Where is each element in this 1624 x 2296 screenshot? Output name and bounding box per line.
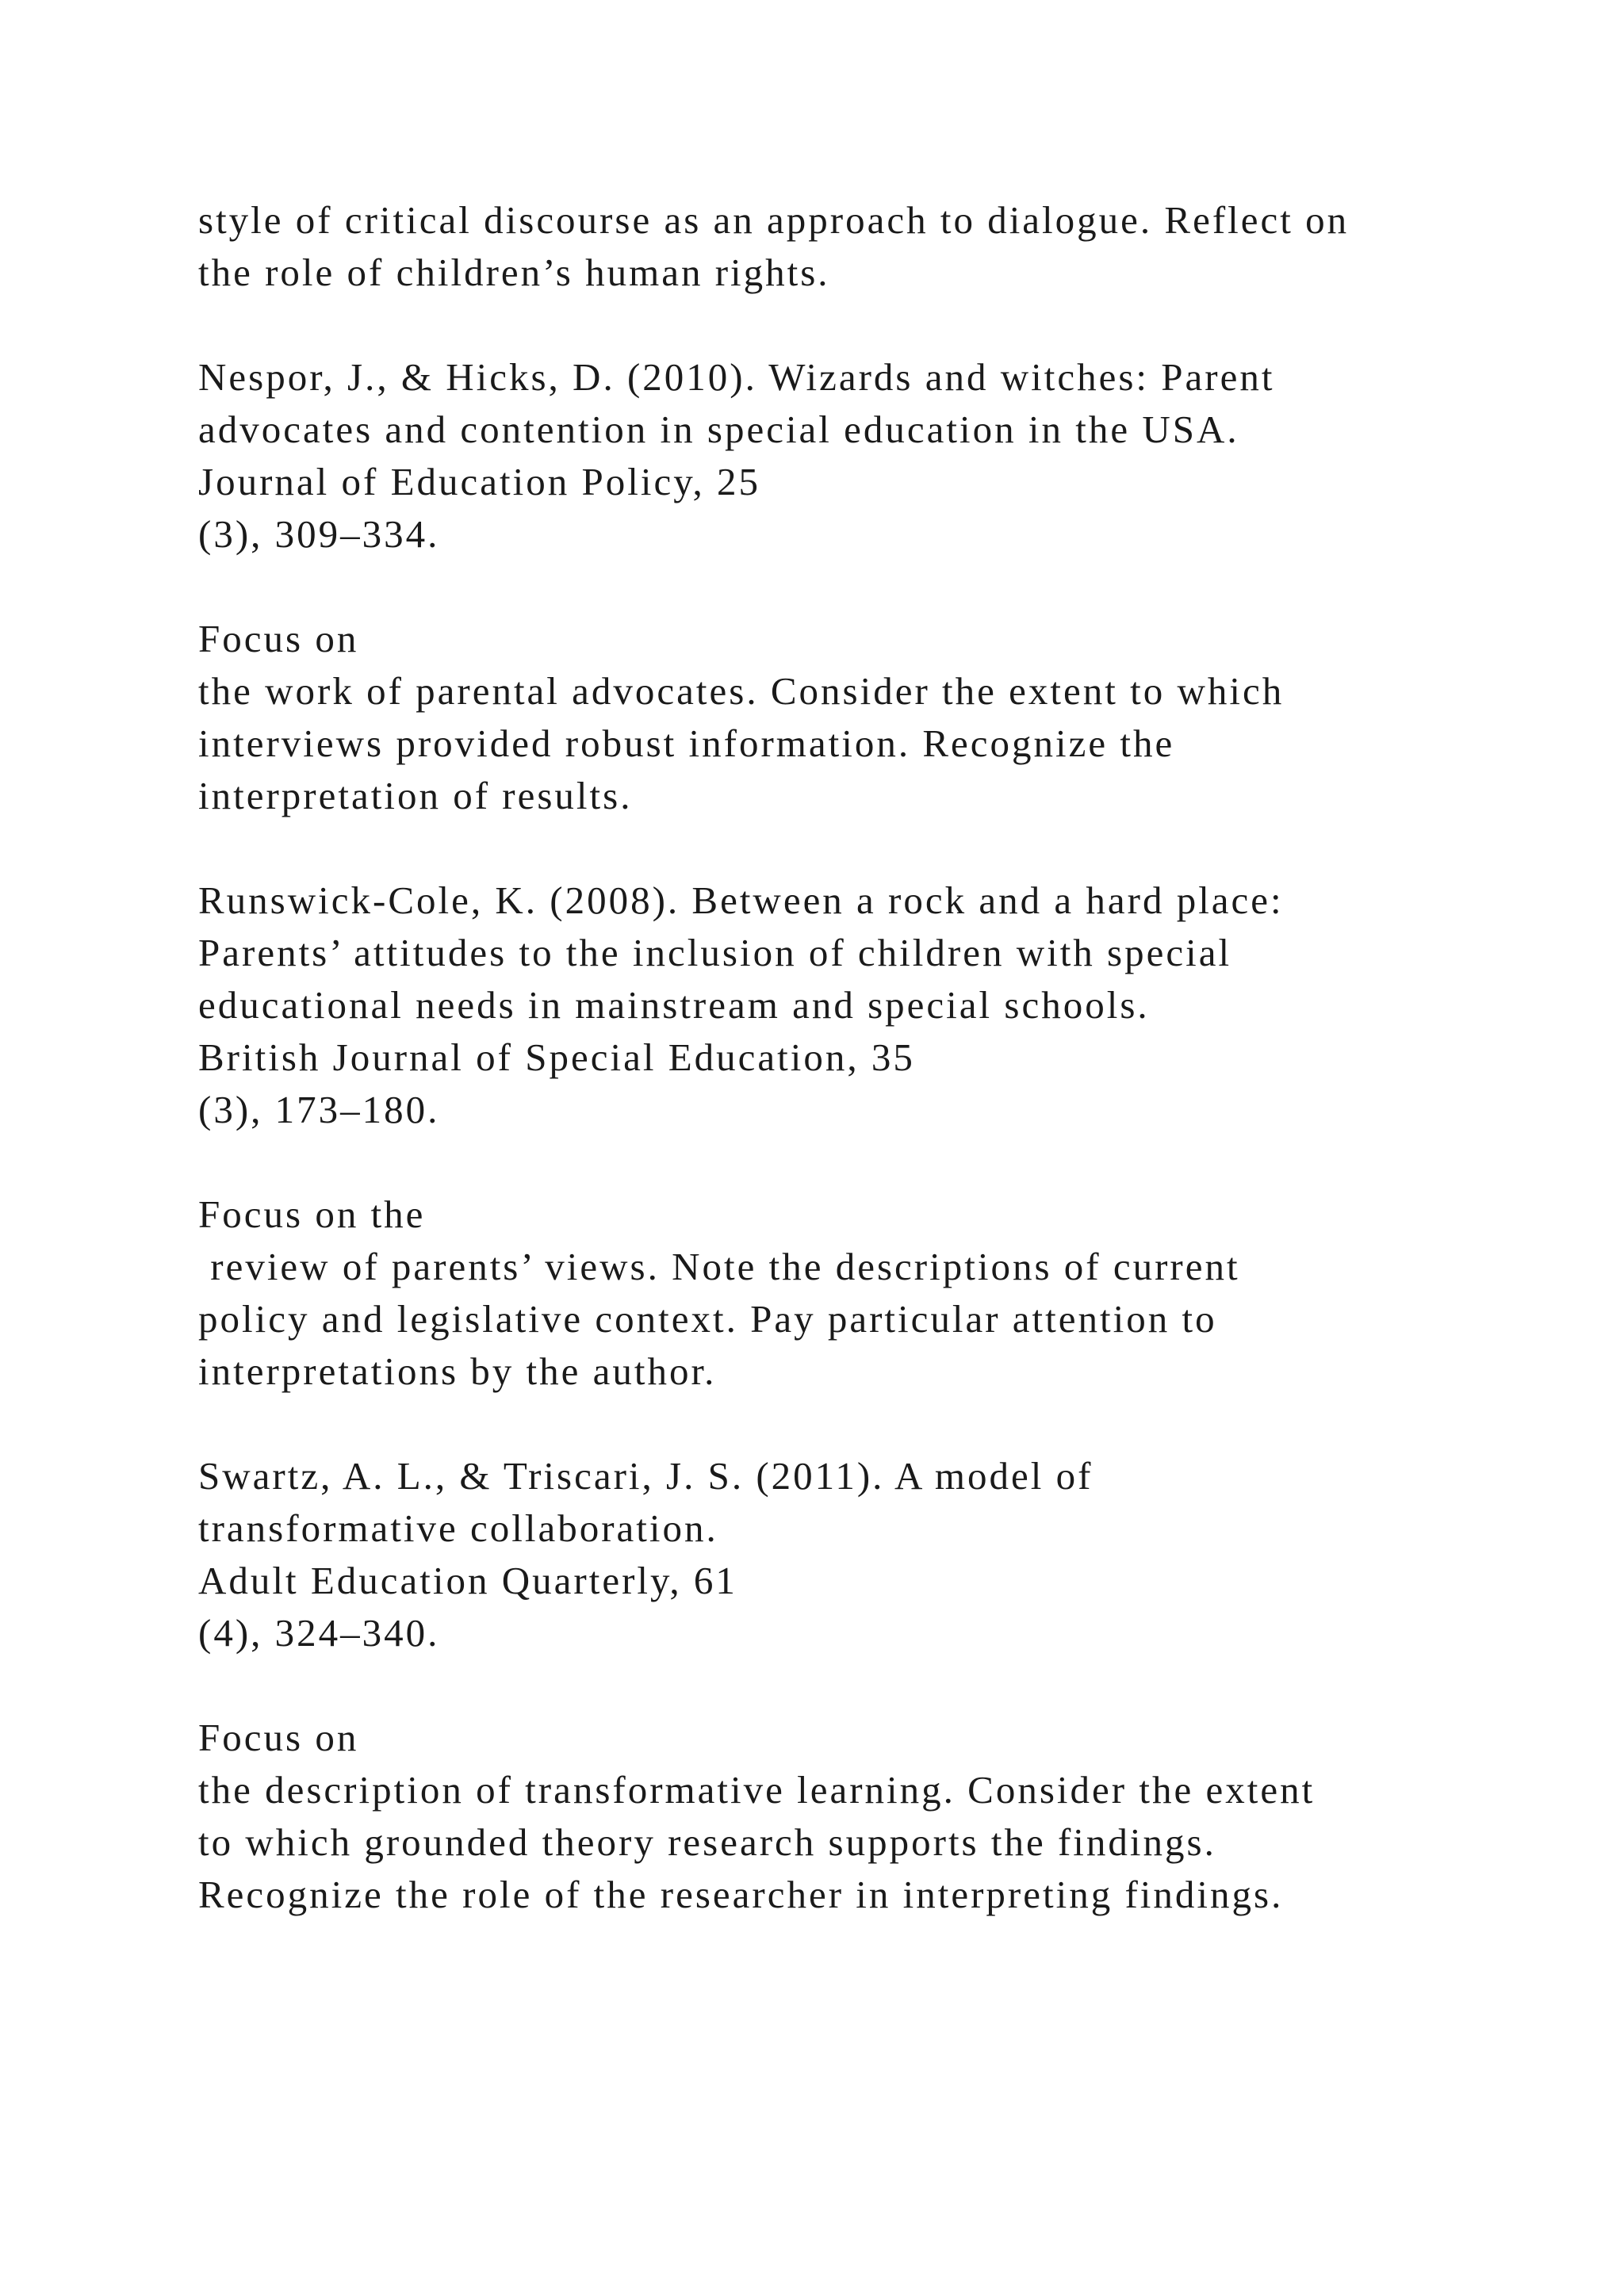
blank-line bbox=[198, 822, 1546, 874]
text-line: the work of parental advocates. Consider the extent to which bbox=[198, 669, 1285, 713]
reference-line: Nespor, J., & Hicks, D. (2010). Wizards and witches: Parent bbox=[198, 355, 1275, 399]
text-line: interpretation of results. bbox=[198, 774, 633, 817]
text-line: interviews provided robust information. Recognize the bbox=[198, 721, 1175, 765]
text-line: interpretations by the author. bbox=[198, 1349, 717, 1393]
text-line: the role of children’s human rights. bbox=[198, 251, 830, 294]
text-line: review of parents’ views. Note the descriptions of current bbox=[198, 1245, 1240, 1288]
reference-line: Journal of Education Policy, 25 bbox=[198, 460, 761, 503]
reference-line: (3), 173–180. bbox=[198, 1088, 440, 1131]
text-line: style of critical discourse as an approach to dialogue. Reflect on bbox=[198, 198, 1350, 242]
reference-line: (4), 324–340. bbox=[198, 1611, 440, 1655]
reference-line: Runswick-Cole, K. (2008). Between a rock and a hard place: bbox=[198, 878, 1284, 922]
text-line: policy and legislative context. Pay particular attention to bbox=[198, 1297, 1217, 1341]
reference-line: Swartz, A. L., & Triscari, J. S. (2011). A model of bbox=[198, 1454, 1094, 1498]
blank-line bbox=[198, 1659, 1546, 1712]
text-line: Focus on bbox=[198, 617, 359, 660]
reference-line: (3), 309–334. bbox=[198, 512, 440, 556]
reference-line: advocates and contention in special education in the USA. bbox=[198, 408, 1239, 451]
blank-line bbox=[198, 1398, 1546, 1450]
text-line: Recognize the role of the researcher in interpreting findings. bbox=[198, 1873, 1284, 1916]
reference-line: Adult Education Quarterly, 61 bbox=[198, 1559, 737, 1602]
reference-line: British Journal of Special Education, 35 bbox=[198, 1035, 915, 1079]
blank-line bbox=[198, 561, 1546, 613]
text-line: Focus on the bbox=[198, 1192, 426, 1236]
reference-line: transformative collaboration. bbox=[198, 1506, 718, 1550]
text-line: to which grounded theory research supports the findings. bbox=[198, 1820, 1216, 1864]
reference-line: educational needs in mainstream and special schools. bbox=[198, 983, 1150, 1027]
document-body bbox=[198, 194, 1546, 1921]
text-line: the description of transformative learning. Consider the extent bbox=[198, 1768, 1316, 1812]
blank-line bbox=[198, 299, 1546, 351]
blank-line bbox=[198, 1136, 1546, 1188]
reference-line: Parents’ attitudes to the inclusion of children with special bbox=[198, 931, 1232, 974]
text-line: Focus on bbox=[198, 1716, 359, 1759]
